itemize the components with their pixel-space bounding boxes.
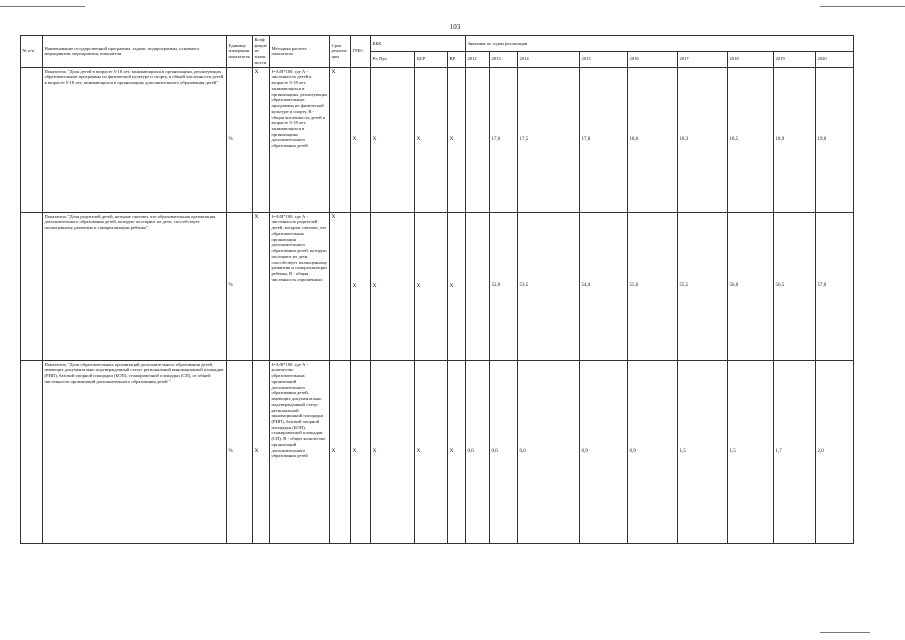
header-year: 2019 — [774, 51, 816, 67]
indicator-unit: % — [227, 67, 253, 212]
indicator-rz-prz: X — [371, 67, 415, 212]
indicator-grbs: X — [351, 212, 371, 360]
header-coef: Коэффициент значимости — [253, 36, 270, 68]
header-year: 2013 — [490, 51, 518, 67]
indicator-unit: % — [227, 212, 253, 360]
value-cell: 57,0 — [816, 212, 854, 360]
value-cell: 17,8 — [580, 67, 628, 212]
value-cell: 0,9 — [628, 360, 678, 543]
value-cell: 0,0 — [490, 360, 518, 543]
indicator-name: Показатель "Доля детей в возрасте 5-18 лет, занимающихся в организациях, реализующих образовательные программы по физической культуре и спорту, в общей численности детей в возрасте 5-18 лет, занимающихся в организациях дополнительного образования детей" — [43, 67, 227, 212]
indicator-coef: X — [253, 360, 270, 543]
value-cell: 53,5 — [518, 212, 580, 360]
header-year: 2014 — [518, 51, 580, 67]
indicator-csr: X — [415, 212, 448, 360]
value-cell: 56,0 — [728, 212, 774, 360]
row-num — [21, 212, 43, 360]
value-cell: 55,5 — [678, 212, 728, 360]
indicator-name: Показатель "Доля родителей детей, которые считают, что образовательная организация дополнительного образования детей, которую посещают их дети, способствует полноценному развитию и самореализации ребенка" — [43, 212, 227, 360]
value-cell: 56,5 — [774, 212, 816, 360]
scan-edge-top-left — [0, 6, 85, 7]
value-cell: 18,0 — [628, 67, 678, 212]
value-cell: 19,0 — [816, 67, 854, 212]
value-cell: 18,5 — [728, 67, 774, 212]
indicator-csr: X — [415, 67, 448, 212]
value-cell: 2,0 — [816, 360, 854, 543]
indicator-vr: X — [448, 212, 466, 360]
indicator-coef: X — [253, 212, 270, 360]
indicator-grbs: X — [351, 67, 371, 212]
indicators-table — [20, 35, 854, 544]
value-cell — [466, 67, 490, 212]
indicator-rz-prz: X — [371, 360, 415, 543]
value-cell: 17,0 — [490, 67, 518, 212]
header-kbk: КБК — [371, 36, 466, 52]
value-cell — [466, 212, 490, 360]
indicator-name: Показатель "Доля образовательных организаций дополнительного образования детей, имеющих документально подтвержденный статус региональной инновационной площадки (РИП), базовой опорной площадки (БОП), стажировочной площадки (СП), от общей численности организаций дополнительного образования детей " — [43, 360, 227, 543]
table-row — [21, 67, 854, 212]
header-num: № п/п — [21, 36, 43, 68]
indicator-term: X — [330, 67, 351, 212]
indicator-method: I=A/B*100, где А - численность родителей детей, которые считают, что образовательная организация дополнительного образования детей, которую посещают их дети, способствует полноценному развитию и самореализации ребенка, В - общая численность опрошенных — [270, 212, 330, 360]
value-cell: 1,5 — [678, 360, 728, 543]
indicator-method: I=A/B*100, где А - количество образовательных организаций дополнительного образования детей, имеющих документально подтвержденный статус региональной инновационной площадки (РИП), базовой опорной площадки (БОП), стажировочной площадки (СП), В - общее количество организаций дополнительного образования детей — [270, 360, 330, 543]
header-values-by-year: Значения по годам реализации — [466, 36, 854, 52]
value-cell: 52,0 — [490, 212, 518, 360]
indicator-coef: X — [253, 67, 270, 212]
value-cell: 18,3 — [678, 67, 728, 212]
value-cell: 55,0 — [628, 212, 678, 360]
indicator-term: X — [330, 360, 351, 543]
indicator-term: X — [330, 212, 351, 360]
header-term: Срок реализации — [330, 36, 351, 68]
value-cell: 54,0 — [580, 212, 628, 360]
value-cell: 1,5 — [728, 360, 774, 543]
value-cell: 0,0 — [466, 360, 490, 543]
value-cell: 18,9 — [774, 67, 816, 212]
indicator-csr: X — [415, 360, 448, 543]
header-method: Методика расчета показателя — [270, 36, 330, 68]
header-csr: ЦСР — [415, 51, 448, 67]
table-row — [21, 212, 854, 360]
scan-edge-top-right — [820, 6, 905, 7]
value-cell: 17,5 — [518, 67, 580, 212]
indicator-unit: % — [227, 360, 253, 543]
indicator-rz-prz: X — [371, 212, 415, 360]
header-rz-prz: Рз, Прз — [371, 51, 415, 67]
header-year: 2018 — [728, 51, 774, 67]
header-unit: Единица измерения показателя — [227, 36, 253, 68]
row-num — [21, 67, 43, 212]
scan-edge-bottom-right — [820, 632, 870, 633]
row-num — [21, 360, 43, 543]
value-cell: 0,0 — [518, 360, 580, 543]
header-year: 2015 — [580, 51, 628, 67]
header-vr: ВР — [448, 51, 466, 67]
table-row — [21, 360, 854, 543]
header-name: Наименование государственной программы, задачи, подпрограммы, основного мероприятия, мероприятия, показателя — [43, 36, 227, 68]
header-year: 2012 — [466, 51, 490, 67]
header-year: 2020 — [816, 51, 854, 67]
indicator-vr: X — [448, 67, 466, 212]
value-cell: 1,7 — [774, 360, 816, 543]
header-grbs: ГРБС — [351, 36, 371, 68]
header-year: 2016 — [628, 51, 678, 67]
value-cell: 0,9 — [580, 360, 628, 543]
indicator-grbs: X — [351, 360, 371, 543]
indicator-vr: X — [448, 360, 466, 543]
page-number: 103 — [449, 23, 461, 31]
header-year: 2017 — [678, 51, 728, 67]
indicator-method: I=A/B*100, где А - численность детей в возрасте 5-18 лет, занимающихся в организациях, реализующих образовательные программы по физической культуре и спорту, В - общая численность детей в возрасте 5-18 лет, занимающихся в организациях дополнительного образования детей — [270, 67, 330, 212]
